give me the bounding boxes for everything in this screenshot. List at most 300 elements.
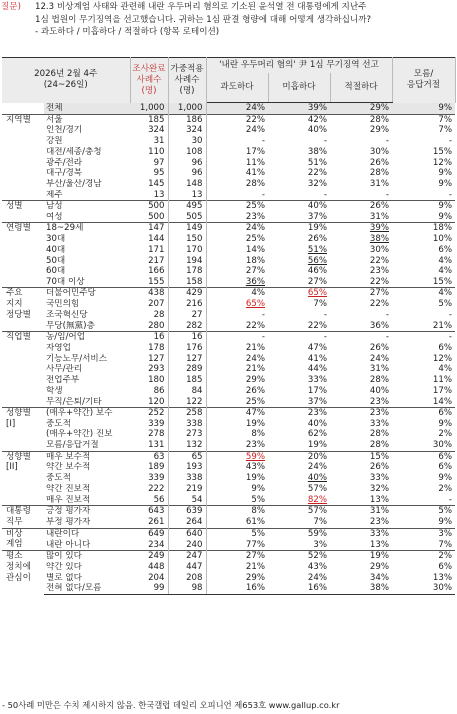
- insufficient-cell: 7%: [313, 299, 327, 310]
- excessive-cell: 36%: [245, 276, 265, 287]
- n-survey-cell: 63: [130, 451, 168, 462]
- insufficient-cell: 24%: [307, 462, 327, 473]
- n-weighted-cell: 13: [168, 190, 206, 201]
- insufficient-cell: 37%: [307, 396, 327, 407]
- excessive-cell: 21%: [245, 561, 265, 572]
- insufficient-cell: 51%: [307, 244, 327, 255]
- row-label: 18~29세: [44, 223, 130, 234]
- n-survey-cell: 207: [130, 299, 168, 310]
- appropriate-cell: 15%: [330, 451, 392, 462]
- row-group-label: 비상 계엄: [2, 528, 44, 551]
- appropriate-cell: -: [385, 189, 390, 200]
- n-survey-cell: 204: [130, 573, 168, 584]
- n-weighted-cell: 282: [168, 321, 206, 332]
- row-label: 약간 있다: [46, 561, 82, 572]
- excessive-cell: 28%: [245, 179, 265, 190]
- row-label: 대구/경북: [46, 168, 83, 179]
- n-survey-cell: 28: [130, 310, 168, 321]
- appropriate-cell: 13%: [369, 539, 390, 550]
- table-row: [2, 440, 455, 451]
- table-row: [2, 136, 455, 147]
- table-row: [2, 310, 455, 321]
- insufficient-cell: 42%: [268, 114, 330, 125]
- row-group-label: 연령별: [2, 223, 44, 288]
- n-weighted-cell: 338: [168, 419, 206, 430]
- row-label: 광주/전라: [46, 157, 83, 168]
- dontknow-cell: 4%: [438, 255, 453, 266]
- row-label: 제주: [46, 189, 63, 200]
- dontknow-cell: 9%: [438, 516, 453, 527]
- n-survey-cell: 339: [130, 419, 168, 430]
- excessive-cell: 5%: [206, 528, 268, 539]
- n-weighted-cell: 149: [168, 223, 206, 234]
- appropriate-cell: 26%: [369, 462, 390, 473]
- excessive-cell: 25%: [245, 233, 265, 244]
- insufficient-cell: 40%: [268, 201, 330, 212]
- table-row: [2, 299, 455, 310]
- appropriate-cell: 39%: [330, 223, 392, 234]
- appropriate-cell: 23%: [369, 266, 390, 277]
- n-survey-cell: 178: [130, 343, 168, 354]
- table-row: [2, 223, 455, 234]
- n-weighted-cell: 178: [168, 266, 206, 277]
- appropriate-cell: 33%: [369, 473, 390, 484]
- excessive-cell: 24%: [206, 103, 268, 115]
- dontknow-cell: 5%: [392, 506, 455, 517]
- appropriate-cell: 22%: [369, 255, 390, 266]
- dontknow-cell: 5%: [438, 299, 453, 310]
- excessive-cell: 8%: [251, 429, 265, 440]
- row-label: 약간 진보적: [46, 483, 91, 494]
- table-row: [2, 288, 455, 299]
- table-row: [2, 277, 455, 288]
- n-weighted-cell: 127: [168, 353, 206, 364]
- row-label: 전업주부: [46, 375, 80, 386]
- n-weighted-cell: 122: [168, 397, 206, 408]
- dontknow-cell: 17%: [432, 385, 453, 396]
- n-survey-cell: 500: [130, 201, 168, 212]
- appropriate-cell: 28%: [369, 429, 390, 440]
- excessive-cell: 16%: [206, 583, 268, 594]
- dontknow-cell: 6%: [438, 561, 453, 572]
- n-survey-cell: 1,000: [130, 103, 168, 115]
- table-row: [2, 506, 455, 517]
- row-label: 매우 보수적: [44, 451, 130, 462]
- appropriate-cell: 23%: [369, 516, 390, 527]
- row-label: 중도적: [46, 473, 71, 484]
- option-header-dontknow: 모름/ 응답거절: [392, 58, 455, 103]
- table-row: [2, 321, 455, 332]
- row-group-label: 평소 정치에 관심이: [2, 551, 44, 595]
- row-label: 많이 있다: [44, 551, 130, 562]
- n-weighted-cell: 185: [168, 375, 206, 386]
- excessive-cell: 29%: [245, 375, 265, 386]
- insufficient-cell: -: [323, 135, 327, 146]
- dontknow-cell: 13%: [432, 572, 453, 583]
- appropriate-cell: -: [330, 332, 392, 343]
- dontknow-cell: 12%: [432, 157, 453, 168]
- insufficient-cell: 47%: [307, 342, 327, 353]
- n-survey-cell: 31: [130, 136, 168, 147]
- row-label: 약간 보수적: [46, 462, 91, 473]
- row-label: 강원: [46, 135, 63, 146]
- insufficient-cell: 24%: [307, 572, 327, 583]
- row-label: 대전/세종/충청: [46, 146, 102, 157]
- insufficient-cell: 57%: [307, 483, 327, 494]
- appropriate-cell: 40%: [369, 385, 390, 396]
- appropriate-cell: -: [385, 309, 390, 320]
- dontknow-cell: 15%: [432, 146, 453, 157]
- row-label: 사무/관리: [46, 364, 83, 375]
- insufficient-cell: -: [323, 309, 327, 320]
- insufficient-cell: 40%: [307, 418, 327, 429]
- dontknow-cell: 7%: [438, 539, 453, 550]
- row-label: 기능노무/서비스: [46, 353, 108, 364]
- dontknow-cell: 4%: [392, 288, 455, 299]
- insufficient-cell: 33%: [307, 375, 327, 386]
- appropriate-cell: 31%: [369, 211, 390, 222]
- excessive-cell: 5%: [251, 494, 265, 505]
- excessive-cell: 24%: [245, 353, 265, 364]
- n-weighted-cell: 96: [168, 157, 206, 168]
- dontknow-cell: -: [448, 135, 453, 146]
- appropriate-cell: 31%: [369, 364, 390, 375]
- n-weighted-cell: 216: [168, 299, 206, 310]
- row-label: 인천/경기: [46, 125, 83, 136]
- insufficient-cell: 46%: [307, 266, 327, 277]
- insufficient-cell: 38%: [307, 146, 327, 157]
- excessive-cell: 77%: [245, 539, 265, 550]
- table-row: [2, 484, 455, 495]
- dontknow-cell: 30%: [392, 583, 455, 594]
- excessive-cell: 19%: [245, 473, 265, 484]
- n-survey-cell: 324: [130, 125, 168, 136]
- n-weighted-header: 가중적용 사례수 (명): [168, 58, 206, 103]
- n-survey-cell: 166: [130, 266, 168, 277]
- n-survey-cell: 649: [130, 528, 168, 539]
- n-weighted-cell: 170: [168, 245, 206, 256]
- row-label: (매우+약간) 보수: [44, 408, 130, 419]
- row-label: 긍정 평가자: [44, 506, 130, 517]
- insufficient-cell: 17%: [307, 385, 327, 396]
- insufficient-cell: 16%: [268, 583, 330, 594]
- table-row: [2, 451, 455, 462]
- n-survey-cell: 131: [130, 440, 168, 451]
- row-label: 자영업: [46, 342, 71, 353]
- row-label: 국민의힘: [46, 299, 80, 310]
- table-row: [2, 147, 455, 158]
- insufficient-cell: 32%: [307, 179, 327, 190]
- n-weighted-cell: 639: [168, 506, 206, 517]
- option-header-insufficient: 미흡하다: [268, 73, 330, 103]
- appropriate-cell: 34%: [369, 572, 390, 583]
- appropriate-cell: 31%: [369, 179, 390, 190]
- dontknow-cell: 2%: [392, 551, 455, 562]
- appropriate-cell: 28%: [369, 168, 390, 179]
- n-survey-cell: 217: [130, 255, 168, 266]
- dontknow-cell: 7%: [438, 125, 453, 136]
- insufficient-cell: 39%: [268, 103, 330, 115]
- appropriate-cell: 29%: [330, 103, 392, 115]
- insufficient-cell: 43%: [307, 561, 327, 572]
- excessive-cell: 17%: [245, 146, 265, 157]
- appropriate-cell: 36%: [369, 320, 390, 331]
- insufficient-cell: 44%: [307, 364, 327, 375]
- insufficient-cell: 40%: [307, 125, 327, 136]
- dontknow-cell: 6%: [392, 408, 455, 419]
- table-row: [2, 190, 455, 201]
- excessive-cell: 61%: [245, 516, 265, 527]
- n-survey-cell: 293: [130, 364, 168, 375]
- excessive-cell: 23%: [245, 211, 265, 222]
- excessive-cell: 24%: [245, 125, 265, 136]
- appropriate-cell: 28%: [369, 375, 390, 386]
- n-survey-cell: 97: [130, 157, 168, 168]
- table-row: [2, 212, 455, 223]
- dontknow-cell: 30%: [432, 440, 453, 451]
- n-survey-cell: 145: [130, 179, 168, 190]
- dontknow-cell: -: [448, 189, 453, 200]
- row-label: 학생: [46, 385, 63, 396]
- n-weighted-cell: 98: [168, 583, 206, 594]
- n-weighted-cell: 208: [168, 573, 206, 584]
- n-weighted-cell: 505: [168, 212, 206, 223]
- table-row: [2, 125, 455, 136]
- row-group-label: 성향별 [II]: [2, 451, 44, 505]
- excessive-cell: 24%: [206, 223, 268, 234]
- appropriate-cell: 38%: [330, 583, 392, 594]
- insufficient-cell: 20%: [268, 451, 330, 462]
- insufficient-cell: 22%: [307, 320, 327, 331]
- appropriate-cell: -: [385, 135, 390, 146]
- dontknow-cell: -: [448, 494, 453, 505]
- dontknow-cell: 7%: [392, 114, 455, 125]
- excessive-cell: 43%: [245, 462, 265, 473]
- n-survey-cell: 144: [130, 234, 168, 245]
- insufficient-cell: 27%: [307, 276, 327, 287]
- appropriate-cell: 22%: [369, 276, 390, 287]
- row-label: 부정 평가자: [46, 516, 91, 527]
- excessive-cell: 4%: [206, 288, 268, 299]
- dontknow-cell: 11%: [432, 375, 453, 386]
- n-weighted-cell: 247: [168, 551, 206, 562]
- table-row: [2, 419, 455, 430]
- row-label: 조국혁신당: [46, 309, 88, 320]
- insufficient-cell: 56%: [307, 255, 327, 266]
- excessive-cell: 27%: [206, 551, 268, 562]
- row-label: 무직/은퇴/기타: [46, 396, 102, 407]
- appropriate-cell: 30%: [369, 146, 390, 157]
- n-survey-cell: 189: [130, 462, 168, 473]
- row-label: 40대: [46, 244, 66, 255]
- table-row: [2, 408, 455, 419]
- n-weighted-cell: 495: [168, 201, 206, 212]
- insufficient-cell: 37%: [307, 211, 327, 222]
- dontknow-cell: 6%: [438, 244, 453, 255]
- table-row: [2, 103, 455, 115]
- dontknow-cell: 9%: [438, 473, 453, 484]
- n-survey-cell: 110: [130, 147, 168, 158]
- excessive-cell: 18%: [245, 255, 265, 266]
- row-label: 60대: [46, 266, 66, 277]
- dontknow-cell: 6%: [438, 462, 453, 473]
- excessive-cell: 25%: [206, 201, 268, 212]
- footnote: - 50사례 미만은 수치 제시하지 않음. 한국갤럽 데일리 오피니언 제653호 www.gallup.co.kr: [2, 700, 340, 710]
- row-label: 내란이다: [44, 528, 130, 539]
- table-row: [2, 583, 455, 594]
- appropriate-cell: 30%: [369, 244, 390, 255]
- dontknow-cell: 9%: [438, 211, 453, 222]
- dontknow-cell: 6%: [392, 451, 455, 462]
- excessive-cell: 47%: [206, 408, 268, 419]
- n-survey-cell: 185: [130, 114, 168, 125]
- n-survey-cell: 261: [130, 517, 168, 528]
- insufficient-cell: 19%: [307, 440, 327, 451]
- row-group-label: 지역별: [2, 114, 44, 201]
- excessive-cell: 23%: [245, 440, 265, 451]
- appropriate-cell: 29%: [369, 561, 390, 572]
- n-survey-cell: 13: [130, 190, 168, 201]
- dontknow-cell: 18%: [392, 223, 455, 234]
- dontknow-cell: 3%: [392, 528, 455, 539]
- row-label: 서울: [44, 114, 130, 125]
- row-label: (매우+약간) 진보: [46, 429, 113, 440]
- table-row: [2, 201, 455, 212]
- option-header-excessive: 과도하다: [206, 73, 268, 103]
- n-survey-cell: 339: [130, 473, 168, 484]
- n-weighted-cell: 240: [168, 539, 206, 550]
- appropriate-cell: 28%: [369, 440, 390, 451]
- excessive-cell: 65%: [245, 299, 265, 310]
- n-weighted-cell: 108: [168, 147, 206, 158]
- n-weighted-cell: 65: [168, 451, 206, 462]
- appropriate-cell: 19%: [330, 551, 392, 562]
- n-survey-cell: 127: [130, 353, 168, 364]
- n-weighted-cell: 219: [168, 484, 206, 495]
- appropriate-cell: 26%: [369, 157, 390, 168]
- n-weighted-cell: 289: [168, 364, 206, 375]
- n-weighted-cell: 193: [168, 462, 206, 473]
- excessive-cell: 59%: [206, 451, 268, 462]
- appropriate-cell: 26%: [369, 342, 390, 353]
- excessive-cell: 9%: [251, 483, 265, 494]
- n-weighted-cell: 324: [168, 125, 206, 136]
- dontknow-cell: 12%: [432, 353, 453, 364]
- n-weighted-cell: 1,000: [168, 103, 206, 115]
- appropriate-cell: 23%: [330, 408, 392, 419]
- insufficient-cell: 82%: [307, 494, 327, 505]
- option-header-appropriate: 적절하다: [330, 73, 392, 103]
- n-weighted-cell: 273: [168, 429, 206, 440]
- dontknow-cell: 6%: [438, 342, 453, 353]
- excessive-cell: -: [261, 135, 265, 146]
- excessive-cell: 29%: [245, 572, 265, 583]
- n-weighted-cell: 186: [168, 114, 206, 125]
- dontknow-cell: 21%: [432, 320, 453, 331]
- table-row: [2, 539, 455, 550]
- row-label: 30대: [46, 233, 66, 244]
- row-group-label: 성향별 [I]: [2, 408, 44, 452]
- n-weighted-cell: 84: [168, 386, 206, 397]
- n-survey-cell: 280: [130, 321, 168, 332]
- insufficient-cell: 62%: [307, 429, 327, 440]
- table-row: [2, 495, 455, 506]
- table-row: [2, 353, 455, 364]
- row-label: 모름/응답거절: [46, 440, 99, 451]
- n-survey-cell: 448: [130, 562, 168, 573]
- table-row: [2, 429, 455, 440]
- table-row: [2, 179, 455, 190]
- n-weighted-cell: 640: [168, 528, 206, 539]
- dontknow-cell: 9%: [438, 168, 453, 179]
- insufficient-cell: 65%: [268, 288, 330, 299]
- table-row: [2, 343, 455, 354]
- dontknow-cell: 4%: [438, 266, 453, 277]
- excessive-cell: -: [206, 332, 268, 343]
- dontknow-cell: 4%: [438, 364, 453, 375]
- appropriate-cell: 32%: [369, 483, 390, 494]
- n-survey-cell: 86: [130, 386, 168, 397]
- row-label: 70대 이상: [46, 276, 85, 287]
- excessive-cell: 41%: [245, 168, 265, 179]
- main-question-header: '내란 우두머리 혐의' 尹 1심 무기징역 선고: [206, 58, 392, 73]
- row-label: 중도적: [46, 418, 71, 429]
- insufficient-cell: 23%: [268, 408, 330, 419]
- question-text: 12.3 비상계엄 사태와 관련해 내란 우두머리 혐의로 기소된 윤석열 전 대통령에게 지난주 1심 법원이 무기징역을 선고했습니다. 귀하는 1심 판결 형량에 대해 어떻게 생각하십니까? - 과도하다 / 미흡하다 / 적절하다 (항목 로테이션): [35, 2, 372, 37]
- table-row: [2, 573, 455, 584]
- n-weighted-cell: 54: [168, 495, 206, 506]
- insufficient-cell: 51%: [307, 157, 327, 168]
- row-label: 부산/울산/경남: [46, 179, 102, 190]
- excessive-cell: 22%: [206, 114, 268, 125]
- row-label: 무당(無黨)층: [46, 320, 95, 331]
- dontknow-cell: 2%: [438, 429, 453, 440]
- n-weighted-cell: 194: [168, 255, 206, 266]
- results-table: [2, 57, 456, 595]
- insufficient-cell: 52%: [268, 551, 330, 562]
- row-label: 전체: [44, 103, 130, 115]
- appropriate-cell: 31%: [330, 506, 392, 517]
- table-row: [2, 364, 455, 375]
- row-label: 매우 진보적: [46, 494, 91, 505]
- table-body: [2, 103, 455, 595]
- excessive-cell: 11%: [245, 157, 265, 168]
- n-weighted-cell: 258: [168, 408, 206, 419]
- n-survey-cell: 180: [130, 375, 168, 386]
- n-survey-cell: 249: [130, 551, 168, 562]
- row-label: 전혀 없다/모름: [44, 583, 130, 594]
- row-label: 여성: [46, 211, 63, 222]
- n-weighted-cell: 429: [168, 288, 206, 299]
- n-survey-cell: 278: [130, 429, 168, 440]
- insufficient-cell: 57%: [268, 506, 330, 517]
- appropriate-cell: 13%: [369, 494, 390, 505]
- row-group-label: [2, 103, 44, 115]
- appropriate-cell: 29%: [369, 125, 390, 136]
- excessive-cell: -: [261, 309, 265, 320]
- n-survey-cell: 234: [130, 539, 168, 550]
- row-label: 농/임/어업: [44, 332, 130, 343]
- dontknow-cell: 14%: [432, 396, 453, 407]
- row-label: 별로 없다: [46, 572, 82, 583]
- dontknow-cell: 15%: [432, 276, 453, 287]
- table-row: [2, 332, 455, 343]
- dontknow-cell: -: [392, 332, 455, 343]
- n-weighted-cell: 176: [168, 343, 206, 354]
- row-label: 내란 아니다: [46, 539, 91, 550]
- dontknow-cell: 9%: [392, 103, 455, 115]
- excessive-cell: 21%: [245, 342, 265, 353]
